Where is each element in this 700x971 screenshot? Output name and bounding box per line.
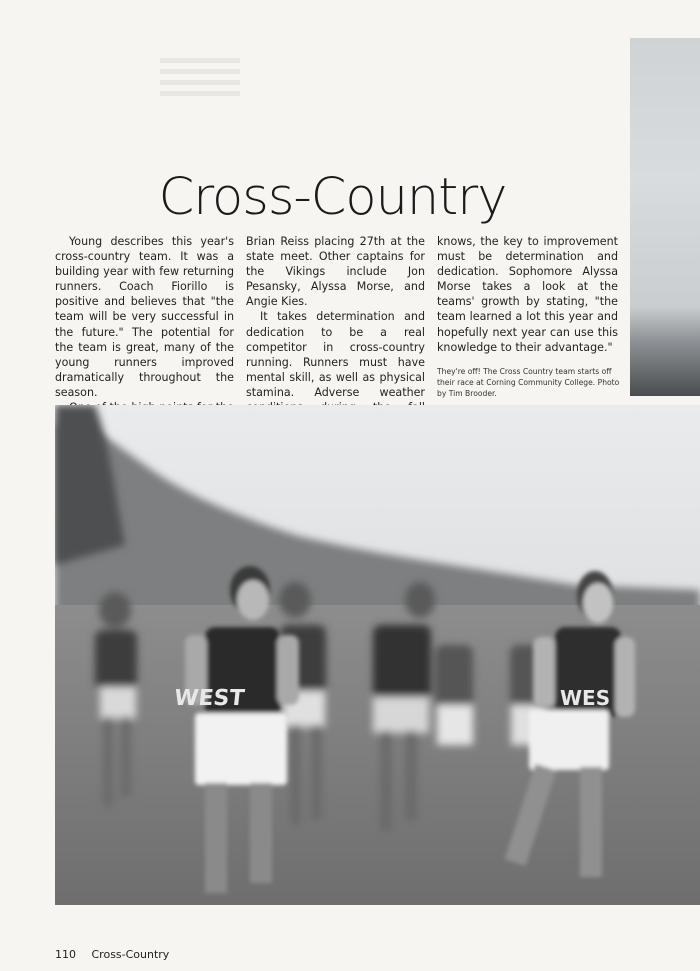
page-footer — [55, 948, 169, 961]
paragraph: Brian Reiss placing 27th at the state meet. Other captains for the Vikings include Jon Pesansky, Alyssa Morse, and Angie Kies. — [246, 235, 425, 309]
page-number: 110 — [55, 948, 76, 961]
race-photo — [55, 405, 700, 905]
jersey-text-right: WES — [560, 686, 611, 710]
photo-caption: They're off! The Cross Country team starts off their race at Corning Community College. Photo by Tim Brooder. — [437, 367, 620, 398]
paragraph: knows, the key to improvement must be determination and dedication. Sophomore Alyssa Morse takes a look at the teams' growth by stating, "the team learned a lot this year and hopefully next year can use this knowledge to their advantage." — [437, 235, 618, 354]
race-photo-illustration — [55, 405, 700, 905]
jersey-text: WEST — [172, 686, 246, 711]
article-column-1 — [55, 234, 234, 430]
paragraph: It takes determination and dedication to be a real competitor in cross-country running. Runners must have mental skill, as well as physical stamina. Adverse weather — [246, 310, 425, 399]
article-column-3 — [437, 234, 618, 355]
paragraph: Young describes this year's cross-country team. It was a building year with few returning runners. Coach Fiorillo is positive and believes that "the team will be very successful in the future." The potential for the team is great, many of the young runners improved dramatically throughout the season. — [55, 235, 234, 399]
page-title: Cross-Country — [158, 168, 507, 227]
footer-section-title: Cross-Country — [91, 948, 170, 961]
bleed-through-text — [160, 58, 240, 102]
